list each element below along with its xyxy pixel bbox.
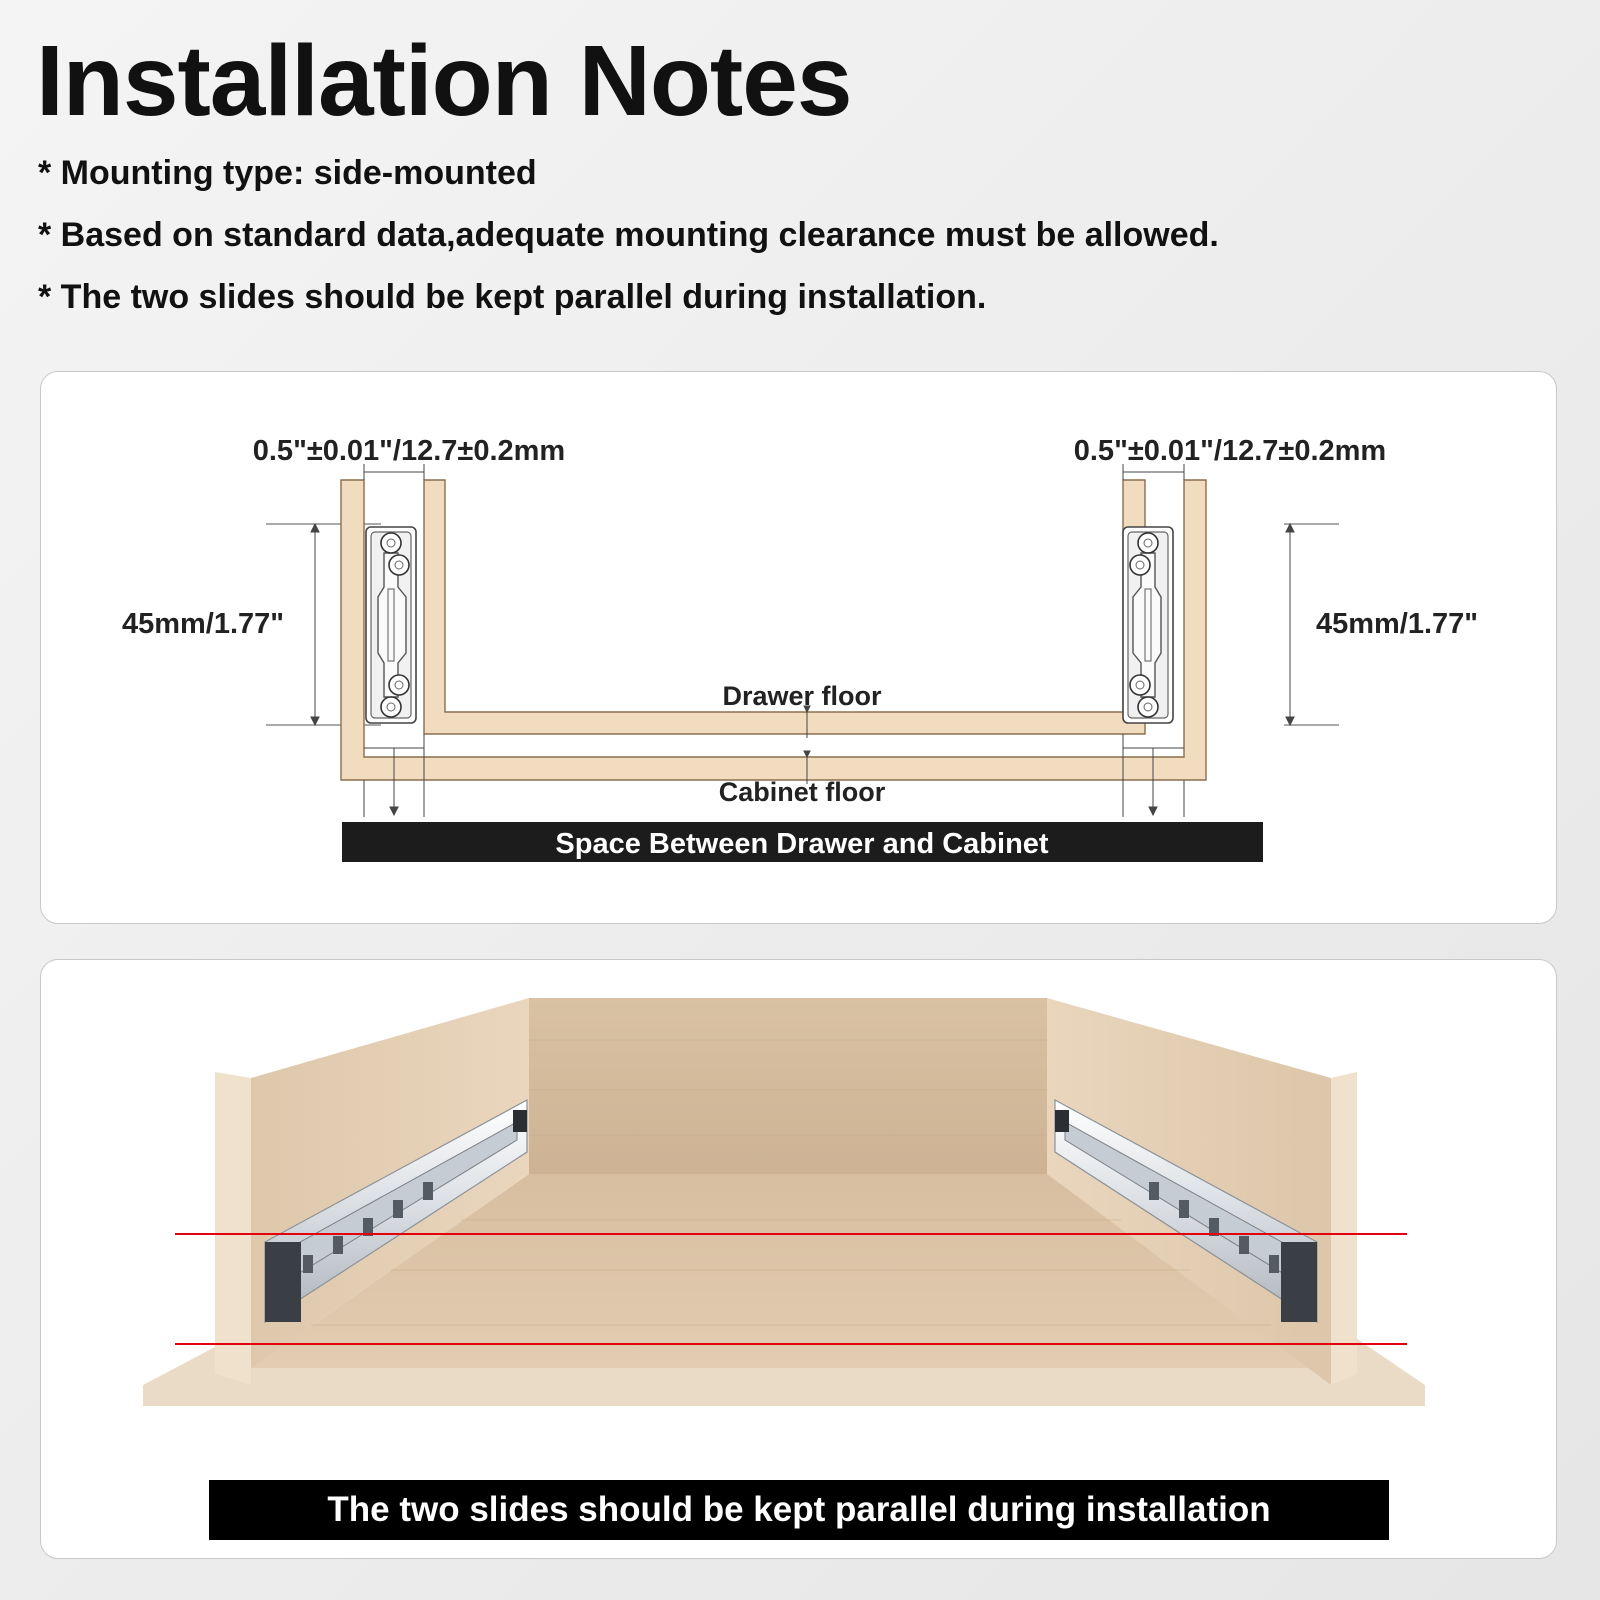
back-wall <box>529 998 1047 1174</box>
right-gap-label: 0.5"±0.01"/12.7±0.2mm <box>1073 435 1387 467</box>
note-parallel: * The two slides should be kept parallel during installation. <box>38 278 987 316</box>
drawer-illustration <box>41 960 1556 1558</box>
installation-photo-panel <box>40 959 1557 1559</box>
note-mounting-type: * Mounting type: side-mounted <box>38 154 537 192</box>
right-side-edge <box>1331 1072 1357 1385</box>
installation-notes-list <box>38 148 1219 334</box>
cross-section-panel <box>40 371 1557 924</box>
left-gap-label: 0.5"±0.01"/12.7±0.2mm <box>252 435 566 467</box>
cabinet-outline <box>341 480 1206 780</box>
right-height-label: 45mm/1.77" <box>1315 608 1479 640</box>
space-bar-label: Space Between Drawer and Cabinet <box>555 828 1049 860</box>
left-height-label: 45mm/1.77" <box>121 608 285 640</box>
left-side-edge <box>215 1072 251 1385</box>
left-slide <box>366 527 416 723</box>
drawer-floor-label: Drawer floor <box>722 681 882 711</box>
page-title: Installation Notes <box>36 25 852 137</box>
parallel-caption-bar: The two slides should be kept parallel during installation <box>209 1480 1389 1540</box>
note-clearance: * Based on standard data,adequate mounting clearance must be allowed. <box>38 216 1219 254</box>
cross-section-diagram <box>41 372 1556 923</box>
cabinet-floor-label: Cabinet floor <box>718 777 886 807</box>
right-slide <box>1123 527 1173 723</box>
